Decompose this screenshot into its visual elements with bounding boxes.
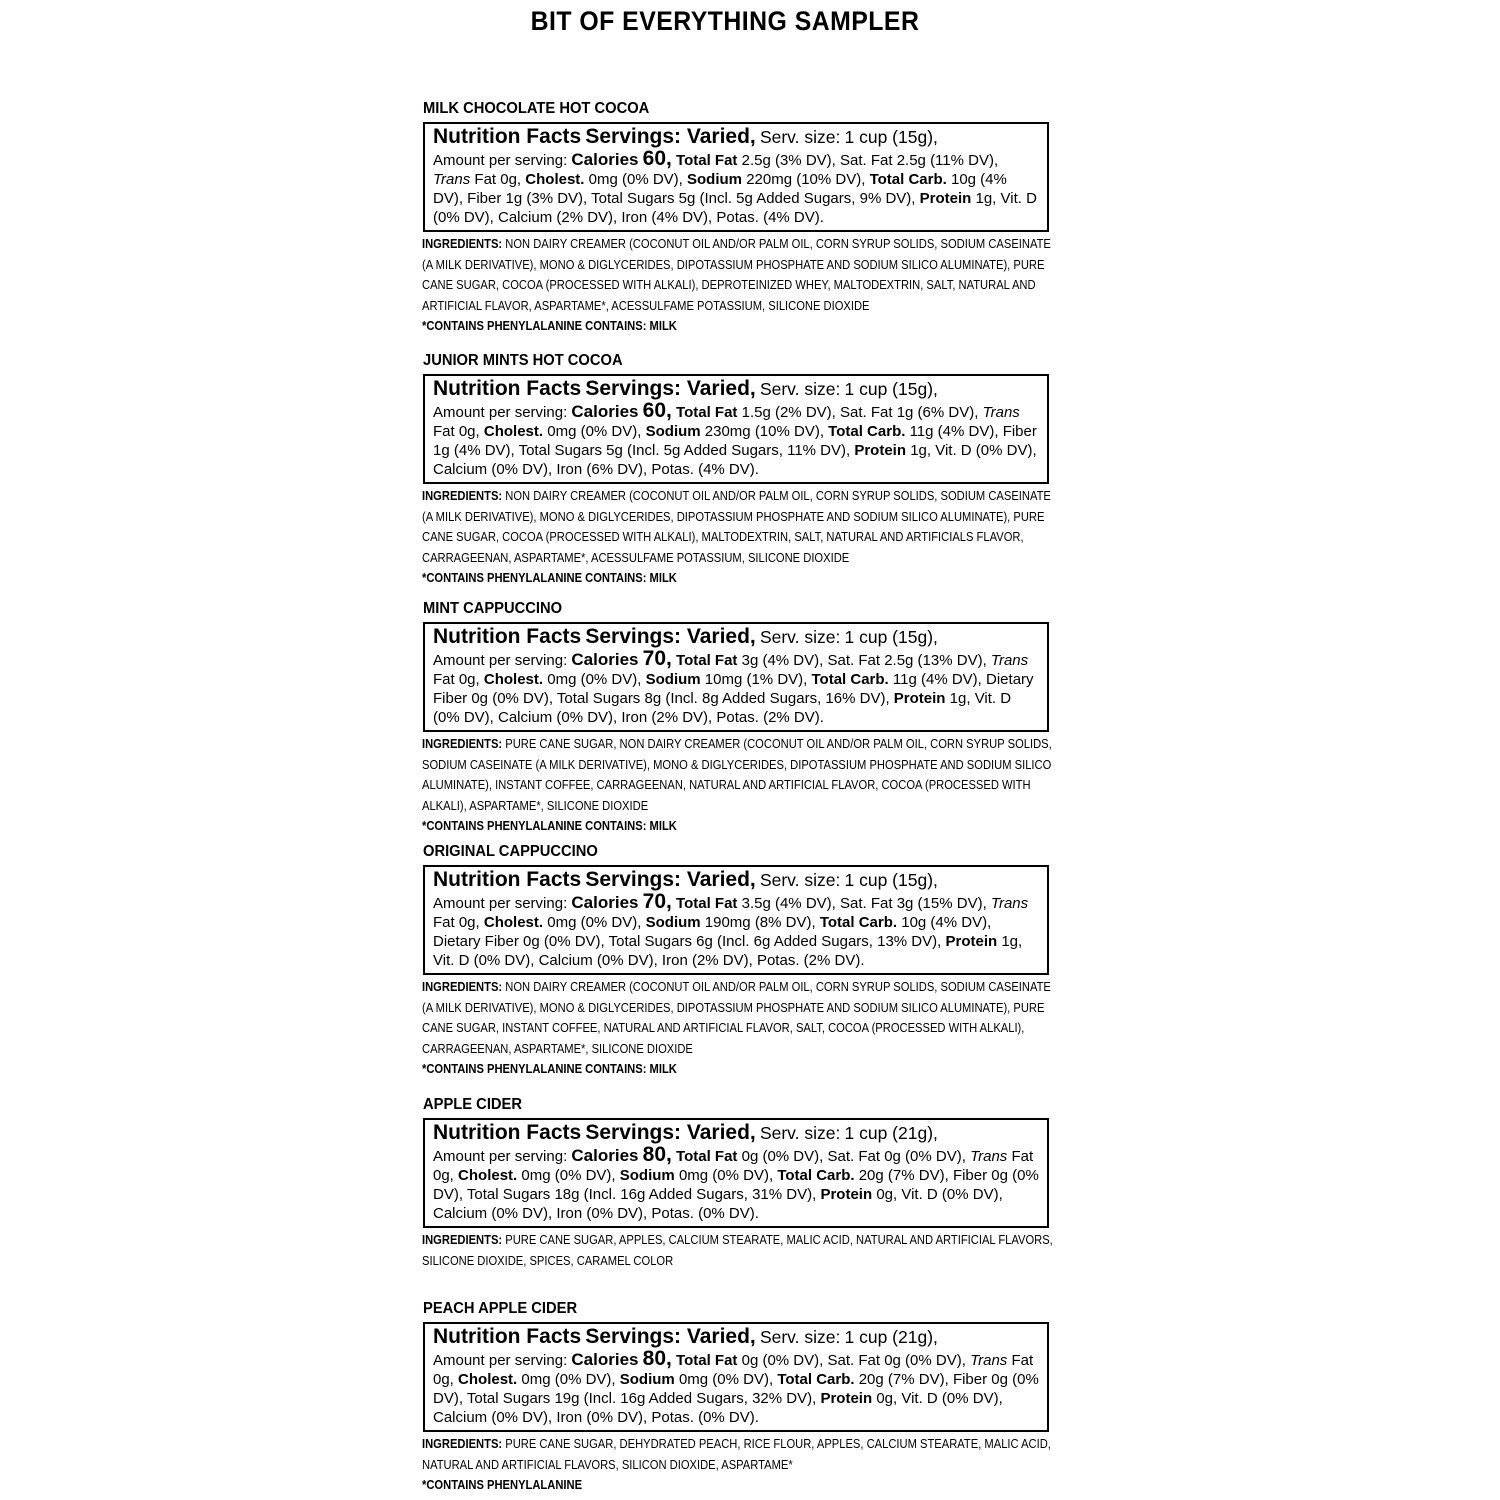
protein-label: Protein [945,933,998,950]
total-carb-value: 11g (4% DV), [909,423,999,440]
ingredients-list: PURE CANE SUGAR, NON DAIRY CREAMER (COCONUT OIL AND/OR PALM OIL, CORN SYRUP SOLIDS, SODIUM CASEINATE (A MILK DERIVATIVE), MONO & DIGLYCERIDES, DIPOTASSIUM PHOSPHATE AND SODIUM SILICO ALUMINATE), INSTANT COFFEE, CARRAGEENAN, NATURAL AND ARTIFICIAL FLAVOR, COCOA (PROCESSED WITH ALKALI), ASPARTAME*, SILICONE DIOXIDE [422,736,1052,813]
nutrition-facts-heading: Nutrition Facts [433,625,582,648]
trans-fat-value: Fat 0g, [474,171,522,188]
fiber-sugars-text: Fiber 0g (0% DV), Total Sugars 19g (Incl. 16g Added Sugars, 32% DV), [433,1371,1039,1407]
total-carb-value: 10g (4% DV), [901,914,992,931]
ingredients-label: INGREDIENTS: [422,1232,503,1247]
serv-size-value: 1 cup (15g), [844,379,938,399]
trans-label: Trans [990,895,1029,912]
ingredients-label: INGREDIENTS: [422,1436,503,1451]
sodium-value: 220mg (10% DV), [746,171,866,188]
vitamins-text: Vit. D (0% DV), Calcium (0% DV), Iron (6% DV), Potas. (4% DV). [433,442,1037,478]
calories-value: 60, [642,399,672,422]
trans-fat-value: Fat 0g, [433,914,480,931]
product-section [420,352,1070,588]
total-fat-value: 3g (4% DV), [741,652,824,669]
total-carb-value: 10g (4% DV), [433,171,1007,207]
sodium-value: 10mg (1% DV), [704,671,808,688]
sat-fat-label: Sat. Fat [840,404,893,421]
nutrition-facts-box [423,122,1049,232]
allergen-contains: *CONTAINS PHENYLALANINE CONTAINS: MILK [422,818,677,833]
product-section [420,100,1070,336]
total-carb-label: Total Carb. [811,671,889,688]
nutrition-facts-heading: Nutrition Facts [433,125,582,148]
amount-per-serving-label: Amount per serving: [433,404,568,421]
protein-value: 1g, [910,442,932,459]
cholest-label: Cholest. [458,1371,518,1388]
fiber-sugars-text: Fiber 1g (4% DV), Total Sugars 5g (Incl. 5g Added Sugars, 11% DV), [433,423,1037,459]
calories-label: Calories [571,150,639,169]
serv-size-value: 1 cup (15g), [844,127,938,147]
trans-label: Trans [970,1148,1008,1165]
servings-label: Servings: Varied, [585,377,756,400]
protein-value: 1g, [949,690,971,707]
sodium-label: Sodium [687,171,743,188]
servings-label: Servings: Varied, [585,1325,756,1348]
sodium-value: 230mg (10% DV), [704,423,824,440]
ingredients-text [422,486,1058,568]
calories-value: 70, [642,647,672,670]
calories-value: 80, [642,1347,672,1370]
sodium-value: 0mg (0% DV), [678,1167,774,1184]
ingredients-text [422,1230,1058,1271]
sodium-label: Sodium [619,1371,675,1388]
amount-per-serving-label: Amount per serving: [433,1352,568,1369]
ingredients-label: INGREDIENTS: [422,236,503,251]
amount-per-serving-label: Amount per serving: [433,1148,568,1165]
calories-value: 70, [642,890,672,913]
total-fat-label: Total Fat [676,404,738,421]
total-carb-value: 20g (7% DV), [858,1371,949,1388]
serv-size-value: 1 cup (21g), [844,1123,938,1143]
amount-per-serving-label: Amount per serving: [433,895,568,912]
protein-value: 0g, [876,1390,898,1407]
cholest-value: 0mg (0% DV), [588,171,683,188]
ingredients-text [422,1434,1058,1475]
protein-label: Protein [854,442,907,459]
trans-label: Trans [433,171,471,188]
allergen-contains: *CONTAINS PHENYLALANINE CONTAINS: MILK [422,318,677,333]
cholest-label: Cholest. [483,671,544,688]
ingredients-text [422,234,1058,316]
total-fat-label: Total Fat [676,1352,738,1369]
ingredients-list: PURE CANE SUGAR, APPLES, CALCIUM STEARATE, MALIC ACID, NATURAL AND ARTIFICIAL FLAVORS, SILICONE DIOXIDE, SPICES, CARAMEL COLOR [422,1232,1053,1268]
total-fat-label: Total Fat [676,152,738,169]
sat-fat-value: 1g (6% DV), [896,404,979,421]
amount-per-serving-label: Amount per serving: [433,652,568,669]
allergen-contains: *CONTAINS PHENYLALANINE CONTAINS: MILK [422,1061,677,1076]
protein-value: 1g, [1001,933,1023,950]
ingredients-label: INGREDIENTS: [422,736,503,751]
sat-fat-value: 2.5g (13% DV), [884,652,987,669]
total-fat-label: Total Fat [676,652,738,669]
calories-label: Calories [571,650,639,669]
calories-label: Calories [571,1350,639,1369]
cholest-value: 0mg (0% DV), [547,423,642,440]
protein-value: 0g, [876,1186,898,1203]
trans-label: Trans [970,1352,1008,1369]
sat-fat-value: 0g (0% DV), [884,1148,966,1165]
ingredients-text [422,734,1058,816]
serv-size-label: Serv. size: [759,1327,841,1347]
protein-label: Protein [820,1186,873,1203]
sodium-value: 0mg (0% DV), [678,1371,774,1388]
protein-label: Protein [820,1390,873,1407]
cholest-label: Cholest. [483,914,544,931]
serv-size-value: 1 cup (15g), [844,870,938,890]
cholest-value: 0mg (0% DV), [521,1371,616,1388]
serv-size-label: Serv. size: [759,627,841,647]
nutrition-facts-box [423,1118,1049,1228]
trans-fat-value: Fat 0g, [433,1148,1034,1184]
total-carb-value: 20g (7% DV), [858,1167,949,1184]
nutrition-facts-box [423,865,1049,975]
sat-fat-value: 3g (15% DV), [896,895,987,912]
ingredients-list: NON DAIRY CREAMER (COCONUT OIL AND/OR PALM OIL, CORN SYRUP SOLIDS, SODIUM CASEINATE (A MILK DERIVATIVE), MONO & DIGLYCERIDES, DIPOTASSIUM PHOSPHATE AND SODIUM SILICO ALUMINATE), PURE CANE SUGAR, INSTANT COFFEE, NATURAL AND ARTIFICIAL FLAVOR, SALT, COCOA (PROCESSED WITH ALKALI), CARRAGEENAN, ASPARTAME*, SILICONE DIOXIDE [422,979,1051,1056]
allergen-contains: *CONTAINS PHENYLALANINE CONTAINS: MILK [422,570,677,585]
cholest-value: 0mg (0% DV), [547,671,642,688]
fiber-sugars-text: Dietary Fiber 0g (0% DV), Total Sugars 6g (Incl. 6g Added Sugars, 13% DV), [433,933,942,950]
sat-fat-label: Sat. Fat [840,152,893,169]
total-fat-value: 3.5g (4% DV), [741,895,836,912]
nutrition-facts-box [423,374,1049,484]
total-fat-label: Total Fat [676,1148,738,1165]
serv-size-value: 1 cup (15g), [844,627,938,647]
vitamins-text: Vit. D (0% DV), Calcium (2% DV), Iron (4% DV), Potas. (4% DV). [433,190,1037,226]
sat-fat-value: 0g (0% DV), [884,1352,966,1369]
vitamins-text: Vit. D (0% DV), Calcium (0% DV), Iron (2% DV), Potas. (2% DV). [433,952,865,969]
cholest-value: 0mg (0% DV), [521,1167,616,1184]
cholest-label: Cholest. [458,1167,518,1184]
sodium-label: Sodium [645,671,701,688]
sat-fat-label: Sat. Fat [827,1148,881,1165]
product-name: MINT CAPPUCCINO [423,600,563,617]
nutrition-facts-heading: Nutrition Facts [433,1325,582,1348]
servings-label: Servings: Varied, [585,868,756,891]
serv-size-value: 1 cup (21g), [844,1327,938,1347]
fiber-sugars-text: Fiber 1g (3% DV), Total Sugars 5g (Incl. 5g Added Sugars, 9% DV), [467,190,916,207]
nutrition-facts-heading: Nutrition Facts [433,377,582,400]
protein-label: Protein [893,690,946,707]
total-carb-label: Total Carb. [828,423,906,440]
total-carb-label: Total Carb. [819,914,898,931]
sodium-label: Sodium [645,914,701,931]
sodium-value: 190mg (8% DV), [704,914,816,931]
total-carb-value: 11g (4% DV), [892,671,982,688]
nutrition-facts-box [423,622,1049,732]
ingredients-list: NON DAIRY CREAMER (COCONUT OIL AND/OR PALM OIL, CORN SYRUP SOLIDS, SODIUM CASEINATE (A MILK DERIVATIVE), MONO & DIGLYCERIDES, DIPOTASSIUM PHOSPHATE AND SODIUM SILICO ALUMINATE), PURE CANE SUGAR, COCOA (PROCESSED WITH ALKALI), MALTODEXTRIN, SALT, NATURAL AND ARTIFICIALS FLAVOR, CARRAGEENAN, ASPARTAME*, ACESSULFAME POTASSIUM, SILICONE DIOXIDE [422,488,1051,565]
serv-size-label: Serv. size: [759,870,841,890]
total-carb-label: Total Carb. [777,1167,855,1184]
amount-per-serving-label: Amount per serving: [433,152,568,169]
fiber-sugars-text: Fiber 0g (0% DV), Total Sugars 18g (Incl. 16g Added Sugars, 31% DV), [433,1167,1039,1203]
product-section [420,843,1070,1079]
page-title: BIT OF EVERYTHING SAMPLER [530,6,920,36]
product-name: ORIGINAL CAPPUCCINO [423,843,598,860]
nutrition-facts-heading: Nutrition Facts [433,868,582,891]
calories-label: Calories [571,1146,639,1165]
cholest-label: Cholest. [483,423,544,440]
servings-label: Servings: Varied, [585,1121,756,1144]
product-section [420,1096,1070,1271]
serv-size-label: Serv. size: [759,127,841,147]
protein-label: Protein [919,190,972,207]
total-fat-label: Total Fat [676,895,738,912]
product-section [420,600,1070,836]
trans-label: Trans [982,404,1020,421]
nutrition-facts-box [423,1322,1049,1432]
ingredients-label: INGREDIENTS: [422,979,503,994]
total-fat-value: 2.5g (3% DV), [741,152,836,169]
product-section [420,1300,1070,1495]
total-fat-value: 0g (0% DV), [741,1352,824,1369]
ingredients-list: NON DAIRY CREAMER (COCONUT OIL AND/OR PALM OIL, CORN SYRUP SOLIDS, SODIUM CASEINATE (A MILK DERIVATIVE), MONO & DIGLYCERIDES, DIPOTASSIUM PHOSPHATE AND SODIUM SILICO ALUMINATE), PURE CANE SUGAR, COCOA (PROCESSED WITH ALKALI), DEPROTEINIZED WHEY, MALTODEXTRIN, SALT, NATURAL AND ARTIFICIAL FLAVOR, ASPARTAME*, ACESSULFAME POTASSIUM, SILICONE DIOXIDE [422,236,1051,313]
product-name: PEACH APPLE CIDER [423,1300,578,1317]
calories-value: 60, [642,147,672,170]
total-carb-label: Total Carb. [869,171,947,188]
nutrition-facts-heading: Nutrition Facts [433,1121,582,1144]
calories-value: 80, [642,1143,672,1166]
sat-fat-label: Sat. Fat [840,895,893,912]
product-name: MILK CHOCOLATE HOT COCOA [423,100,650,117]
total-fat-value: 1.5g (2% DV), [741,404,836,421]
protein-value: 1g, [975,190,997,207]
serv-size-label: Serv. size: [759,379,841,399]
total-fat-value: 0g (0% DV), [741,1148,824,1165]
vitamins-text: Vit. D (0% DV), Calcium (0% DV), Iron (2% DV), Potas. (2% DV). [433,690,1012,726]
sodium-label: Sodium [619,1167,675,1184]
sat-fat-label: Sat. Fat [827,652,881,669]
total-carb-label: Total Carb. [777,1371,855,1388]
cholest-label: Cholest. [525,171,585,188]
trans-fat-value: Fat 0g, [433,423,480,440]
servings-label: Servings: Varied, [585,625,756,648]
ingredients-text [422,977,1058,1059]
trans-label: Trans [990,652,1029,669]
trans-fat-value: Fat 0g, [433,1352,1034,1388]
calories-label: Calories [571,402,639,421]
vitamins-text: Vit. D (0% DV), Calcium (0% DV), Iron (0% DV), Potas. (0% DV). [433,1186,1003,1222]
ingredients-label: INGREDIENTS: [422,488,503,503]
fiber-sugars-text: Dietary Fiber 0g (0% DV), Total Sugars 8g (Incl. 8g Added Sugars, 16% DV), [433,671,1034,707]
trans-fat-value: Fat 0g, [433,671,480,688]
sodium-label: Sodium [645,423,701,440]
cholest-value: 0mg (0% DV), [547,914,642,931]
vitamins-text: Vit. D (0% DV), Calcium (0% DV), Iron (0% DV), Potas. (0% DV). [433,1390,1003,1426]
product-name: APPLE CIDER [423,1096,523,1113]
servings-label: Servings: Varied, [585,125,756,148]
allergen-contains: *CONTAINS PHENYLALANINE [422,1477,583,1492]
product-name: JUNIOR MINTS HOT COCOA [423,352,623,369]
ingredients-list: PURE CANE SUGAR, DEHYDRATED PEACH, RICE FLOUR, APPLES, CALCIUM STEARATE, MALIC ACID, NATURAL AND ARTIFICIAL FLAVORS, SILICON DIOXIDE, ASPARTAME* [422,1436,1051,1472]
sat-fat-label: Sat. Fat [827,1352,881,1369]
serv-size-label: Serv. size: [759,1123,841,1143]
sat-fat-value: 2.5g (11% DV), [896,152,999,169]
calories-label: Calories [571,893,639,912]
